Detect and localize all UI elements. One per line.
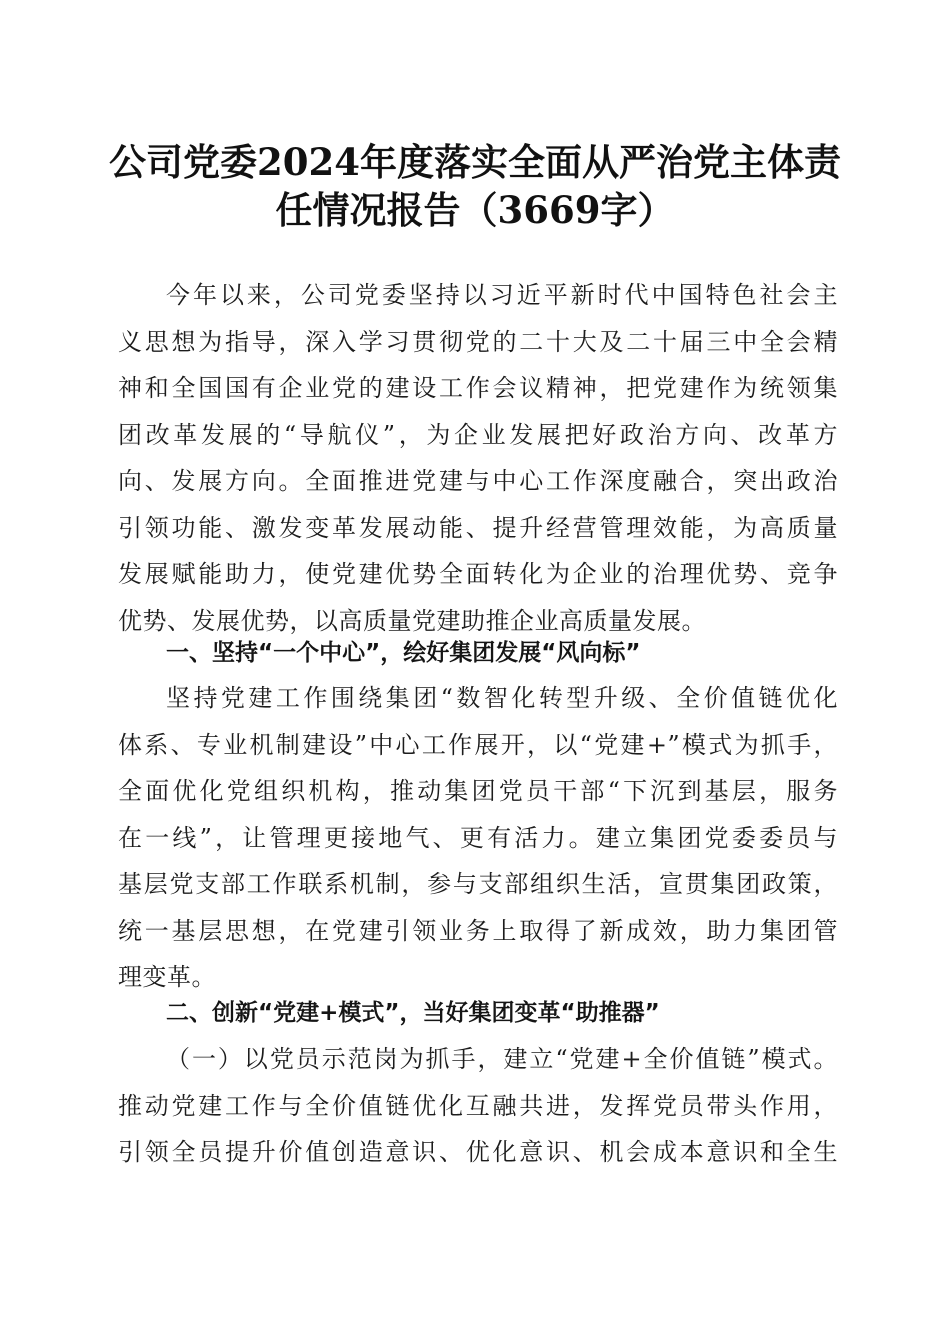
document-title-line-1: 公司党委2024年度落实全面从严治党主体责 xyxy=(109,140,841,184)
document-title-line-2: 任情况报告（3669字） xyxy=(275,188,675,232)
intro-line: 发展赋能助力，使党建优势全面转化为企业的治理优势、竞争 xyxy=(118,560,838,588)
section-1-line: 统一基层思想，在党建引领业务上取得了新成效，助力集团管 xyxy=(118,916,838,945)
section-2-paragraph xyxy=(118,1036,838,1176)
section-1-line: 体系、专业机制建设”中心工作展开，以“党建+”模式为抓手， xyxy=(118,730,838,759)
section-1-line: 在一线”，让管理更接地气、更有活力。建立集团党委委员与 xyxy=(118,823,838,852)
section-1-heading: 一、坚持“一个中心”，绘好集团发展“风向标” xyxy=(166,640,641,666)
section-1-line: 坚持党建工作围绕集团“数智化转型升级、全价值链优化 xyxy=(166,684,838,712)
intro-line: 今年以来，公司党委坚持以习近平新时代中国特色社会主 xyxy=(166,281,838,309)
section-1-paragraph xyxy=(118,675,838,1001)
intro-line: 义思想为指导，深入学习贯彻党的二十大及二十届三中全会精 xyxy=(118,327,838,356)
section-2-line: 推动党建工作与全价值链优化互融共进，发挥党员带头作用， xyxy=(118,1091,838,1120)
intro-line: 团改革发展的“导航仪”，为企业发展把好政治方向、改革方 xyxy=(118,420,838,449)
intro-line: 优势、发展优势，以高质量党建助推企业高质量发展。 xyxy=(118,606,706,635)
intro-line: 神和全国国有企业党的建设工作会议精神，把党建作为统领集 xyxy=(118,374,838,402)
section-1-line: 理变革。 xyxy=(118,963,216,991)
section-2-line: 引领全员提升价值创造意识、优化意识、机会成本意识和全生 xyxy=(118,1138,838,1166)
section-1-line: 全面优化党组织机构，推动集团党员干部“下沉到基层，服务 xyxy=(118,777,838,805)
section-2-heading: 二、创新“党建+模式”，当好集团变革“助推器” xyxy=(166,1000,660,1026)
intro-line: 引领功能、激发变革发展动能、提升经营管理效能，为高质量 xyxy=(118,513,838,542)
section-2-line: （一）以党员示范岗为抓手，建立“党建+全价值链”模式。 xyxy=(166,1045,838,1073)
intro-paragraph xyxy=(118,272,838,644)
section-1-line: 基层党支部工作联系机制，参与支部组织生活，宣贯集团政策， xyxy=(118,870,838,898)
intro-line: 向、发展方向。全面推进党建与中心工作深度融合，突出政治 xyxy=(118,467,838,495)
